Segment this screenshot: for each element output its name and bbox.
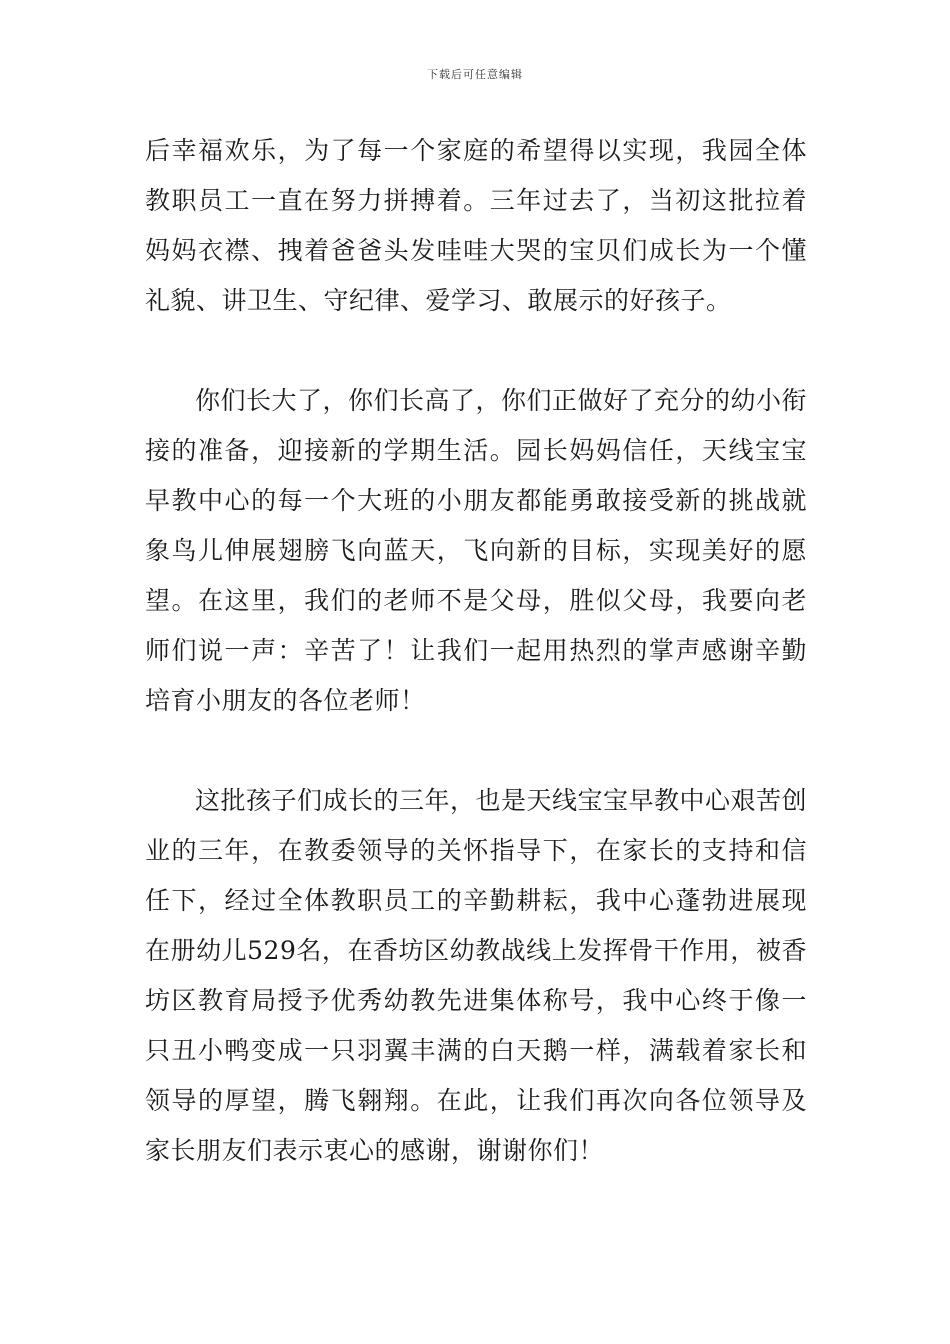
paragraph-3: 这批孩子们成长的三年，也是天线宝宝早教中心艰苦创业的三年，在教委领导的关怀指导下，在家长的支持和信任下，经过全体教职员工的辛勤耕耘，我中心蓬勃进展现在册幼儿529名，在香坊区幼教战线上发挥骨干作用，被香坊区教育局授予优秀幼教先进集体称号，我中心终于像一只丑小鸭变成一只羽翼丰满的白天鹅一样，满载着家长和领导的厚望，腾飞翱翔。在此，让我们再次向各位领导及家长朋友们表示衷心的感谢，谢谢你们！ <box>145 786 808 1165</box>
document-body <box>145 126 807 1176</box>
paragraph-2: 你们长大了，你们长高了，你们正做好了充分的幼小衔接的准备，迎接新的学期生活。园长妈妈信任，天线宝宝早教中心的每一个大班的小朋友都能勇敢接受新的挑战就象鸟儿伸展翅膀飞向蓝天，飞向新的目标，实现美好的愿望。在这里，我们的老师不是父母，胜似父母，我要向老师们说一声：辛苦了！让我们一起用热烈的掌声感谢辛勤培育小朋友的各位老师！ <box>145 386 808 715</box>
paragraph-1: 后幸福欢乐，为了每一个家庭的希望得以实现，我园全体教职员工一直在努力拼搏着。三年过去了，当初这批拉着妈妈衣襟、拽着爸爸头发哇哇大哭的宝贝们成长为一个懂礼貌、讲卫生、守纪律、爱学习、敢展示的好孩子。 <box>145 136 807 315</box>
header-note: 下载后可任意编辑 <box>427 68 523 81</box>
